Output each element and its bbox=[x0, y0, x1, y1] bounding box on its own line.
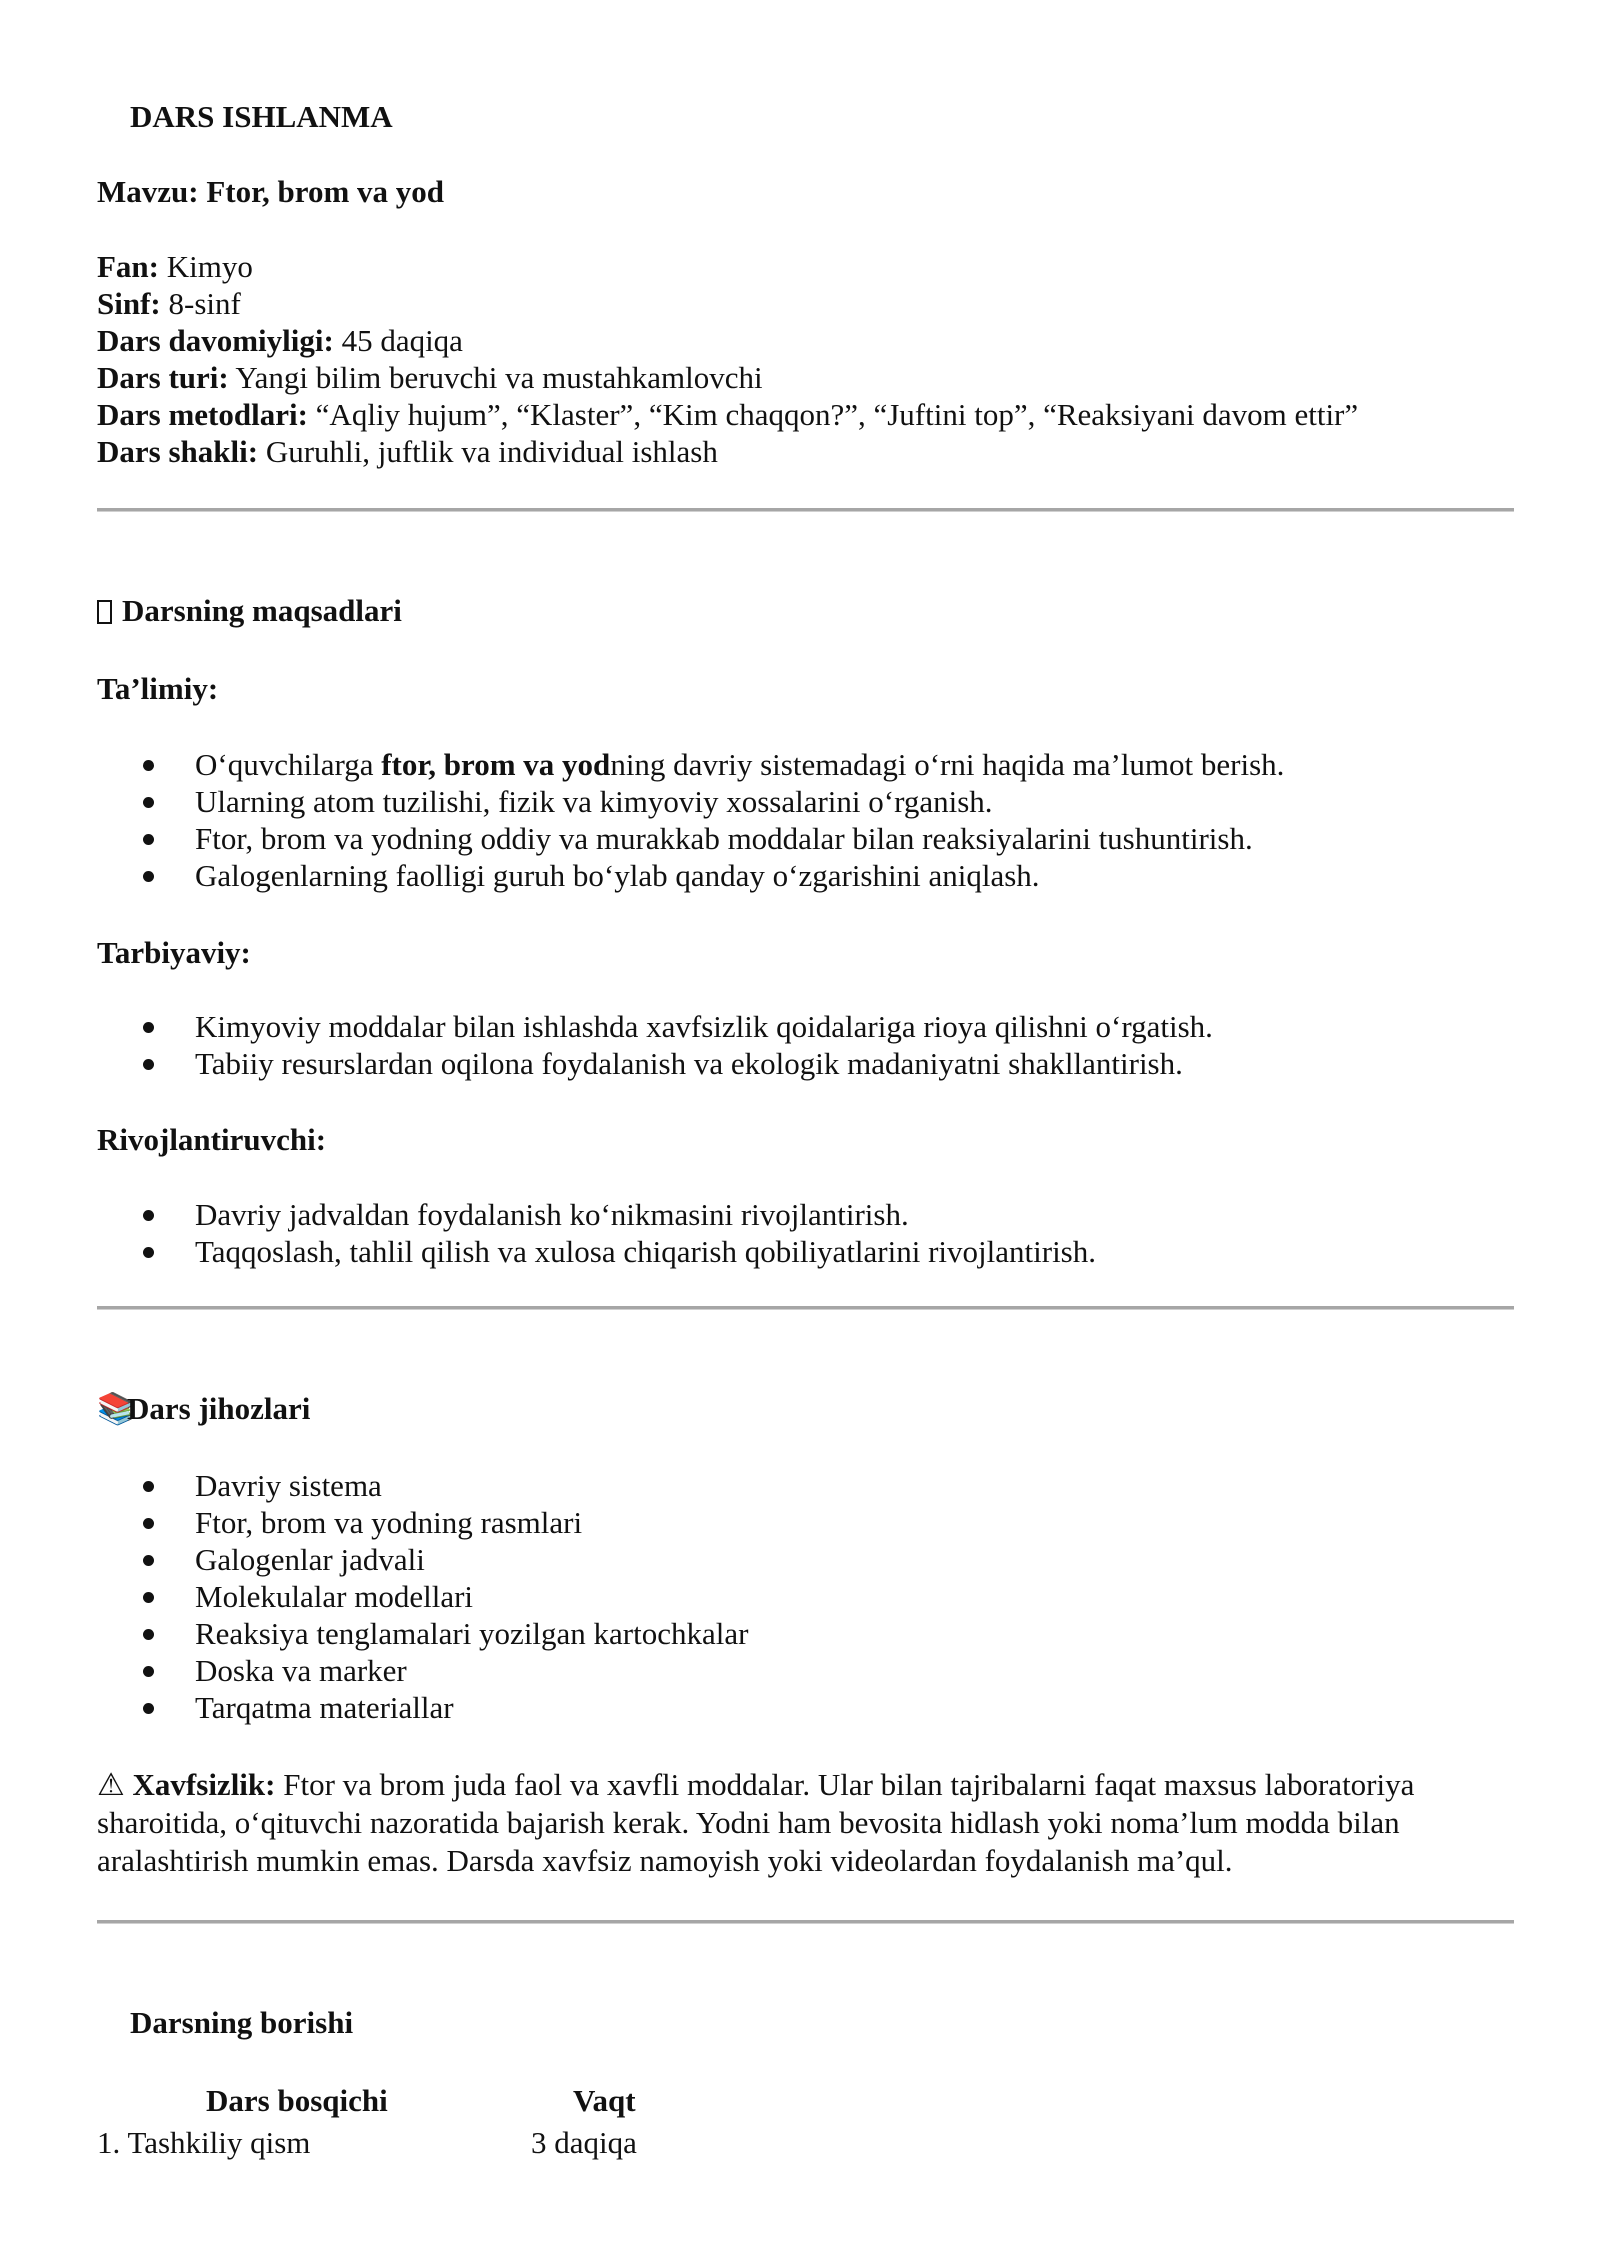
list-item-text: ning davriy sistemadagi o‘rni haqida ma’lumot berish. bbox=[610, 747, 1285, 782]
info-value: 45 daqiqa bbox=[341, 323, 463, 358]
procedure-heading: Darsning borishi bbox=[130, 2005, 354, 2040]
bullet bbox=[143, 1247, 154, 1258]
list-item: Tarqatma materiallar bbox=[195, 1690, 454, 1725]
bullet bbox=[143, 1592, 154, 1603]
info-label: Fan: bbox=[97, 249, 159, 284]
list-item-bold-text: ftor, brom va yod bbox=[381, 747, 611, 782]
bullet bbox=[143, 1518, 154, 1529]
bullet bbox=[143, 1629, 154, 1640]
list-item: Molekulalar modellari bbox=[195, 1579, 474, 1614]
table-header-stage: Dars bosqichi bbox=[206, 2083, 388, 2118]
missing-glyph-icon bbox=[97, 600, 112, 624]
document-title: DARS ISHLANMA bbox=[130, 99, 393, 134]
bullet bbox=[143, 834, 154, 845]
info-label: Dars shakli: bbox=[97, 434, 259, 469]
bullet bbox=[143, 1703, 154, 1714]
bullet bbox=[143, 1022, 154, 1033]
bullet bbox=[143, 1481, 154, 1492]
safety-note bbox=[97, 1766, 1517, 1880]
bullet bbox=[143, 760, 154, 771]
equipment-heading: Dars jihozlari bbox=[127, 1391, 311, 1426]
table-header-time: Vaqt bbox=[573, 2083, 636, 2118]
list-item: Galogenlarning faolligi guruh bo‘ylab qanday o‘zgarishini aniqlash. bbox=[195, 858, 1040, 893]
goals-heading-line bbox=[97, 592, 402, 629]
upbringing-heading: Tarbiyaviy: bbox=[97, 935, 251, 970]
table-cell-stage: 1. Tashkiliy qism bbox=[97, 2125, 311, 2160]
info-methods bbox=[97, 396, 1358, 433]
list-item bbox=[195, 746, 1284, 783]
bullet bbox=[143, 1059, 154, 1070]
list-item: Reaksiya tenglamalari yozilgan kartochkalar bbox=[195, 1616, 749, 1651]
info-value: Kimyo bbox=[166, 249, 253, 284]
info-form bbox=[97, 433, 718, 470]
educational-heading: Ta’limiy: bbox=[97, 671, 219, 706]
info-label: Dars davomiyligi: bbox=[97, 323, 334, 358]
list-item: Galogenlar jadvali bbox=[195, 1542, 425, 1577]
equipment-heading-line bbox=[97, 1390, 310, 1427]
safety-text: Ftor va brom juda faol va xavfli moddalar. Ular bilan tajribalarni faqat maxsus laboratoriya sharoitida, o‘qituvchi nazoratida bajarish kerak. Yodni ham bevosita hidlash yoki noma’lum modda bilan aralashtirish mumkin emas. Darsda xavfsiz namoyish yoki videolardan foydalanish ma’qul. bbox=[97, 1767, 1415, 1878]
info-sinf bbox=[97, 285, 241, 322]
bullet bbox=[143, 797, 154, 808]
info-value: Yangi bilim beruvchi va mustahkamlovchi bbox=[235, 360, 763, 395]
divider bbox=[97, 508, 1514, 512]
list-item: Doska va marker bbox=[195, 1653, 407, 1688]
list-item: Kimyoviy moddalar bilan ishlashda xavfsizlik qoidalariga rioya qilishni o‘rgatish. bbox=[195, 1009, 1213, 1044]
list-item: Taqqoslash, tahlil qilish va xulosa chiqarish qobiliyatlarini rivojlantirish. bbox=[195, 1234, 1096, 1269]
list-item-text: O‘quvchilarga bbox=[195, 747, 382, 782]
list-item: Davriy sistema bbox=[195, 1468, 382, 1503]
divider bbox=[97, 1306, 1514, 1310]
bullet bbox=[143, 1666, 154, 1677]
info-label: Dars metodlari: bbox=[97, 397, 308, 432]
info-fan bbox=[97, 248, 253, 285]
bullet bbox=[143, 1210, 154, 1221]
list-item: Ftor, brom va yodning oddiy va murakkab moddalar bilan reaksiyalarini tushuntirish. bbox=[195, 821, 1253, 856]
list-item: Davriy jadvaldan foydalanish ko‘nikmasini rivojlantirish. bbox=[195, 1197, 909, 1232]
info-label: Sinf: bbox=[97, 286, 161, 321]
topic-label: Mavzu: bbox=[97, 174, 199, 209]
topic-value: Ftor, brom va yod bbox=[206, 174, 445, 209]
bullet bbox=[143, 1555, 154, 1566]
list-item: Ftor, brom va yodning rasmlari bbox=[195, 1505, 583, 1540]
list-item: Ularning atom tuzilishi, fizik va kimyoviy xossalarini o‘rganish. bbox=[195, 784, 993, 819]
info-label: Dars turi: bbox=[97, 360, 229, 395]
table-cell-time: 3 daqiqa bbox=[531, 2125, 637, 2160]
info-value: 8-sinf bbox=[168, 286, 241, 321]
safety-label: Xavfsizlik: bbox=[132, 1767, 276, 1802]
list-item: Tabiiy resurslardan oqilona foydalanish va ekologik madaniyatni shakllantirish. bbox=[195, 1046, 1183, 1081]
books-icon: 📚 bbox=[97, 1391, 136, 1426]
info-value: “Aqliy hujum”, “Klaster”, “Kim chaqqon?”, “Juftini top”, “Reaksiyani davom ettir” bbox=[315, 397, 1359, 432]
bullet bbox=[143, 871, 154, 882]
info-duration bbox=[97, 322, 463, 359]
warning-icon: ⚠ bbox=[97, 1767, 125, 1802]
goals-heading: Darsning maqsadlari bbox=[122, 593, 402, 628]
developmental-heading: Rivojlantiruvchi: bbox=[97, 1122, 327, 1157]
info-type bbox=[97, 359, 763, 396]
info-value: Guruhli, juftlik va individual ishlash bbox=[265, 434, 718, 469]
topic-line bbox=[97, 173, 444, 210]
divider bbox=[97, 1920, 1514, 1924]
